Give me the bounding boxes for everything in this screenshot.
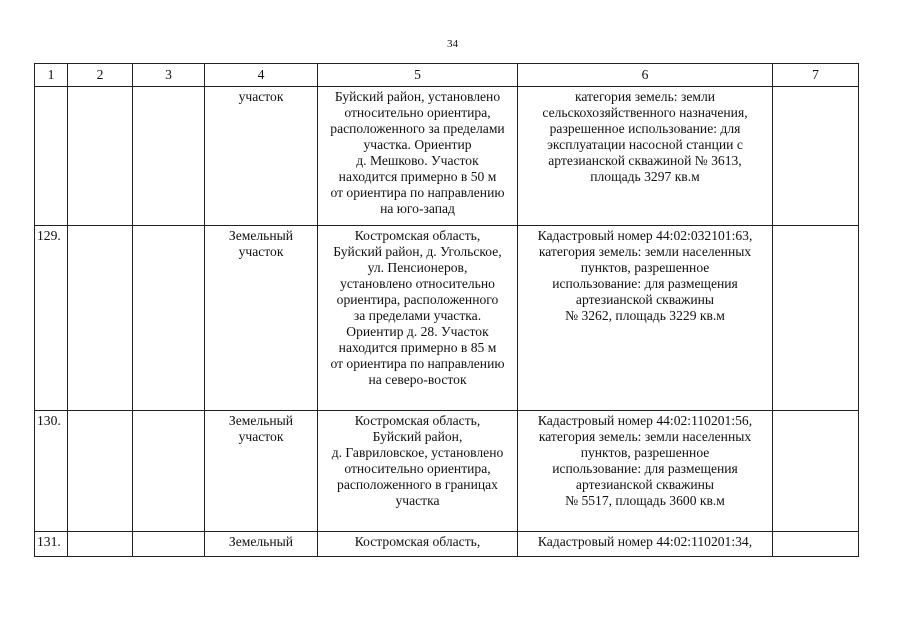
cell-text-line: участок: [238, 244, 284, 259]
column-7-cell: [773, 532, 859, 557]
page-number: 34: [447, 38, 458, 50]
cell-text-line: пунктов, разрешенное: [580, 445, 710, 460]
cell-text-line: ориентира, расположенного: [336, 292, 499, 307]
column-7-cell: [773, 226, 859, 411]
cell-text-line: категория земель: земли населенных: [538, 429, 752, 444]
column-2-cell: [68, 411, 133, 532]
cell-text-line: Ориентир д. 28. Участок: [346, 324, 489, 339]
cell-text-line: Земельный: [228, 534, 294, 549]
column-2-cell: [68, 87, 133, 226]
object-type-cell: [205, 532, 318, 557]
cell-text-line: участка: [395, 493, 440, 508]
column-header-1: 1: [35, 64, 68, 87]
cell-text-line: от ориентира по направлению: [330, 185, 505, 200]
row-number-cell: [35, 87, 68, 226]
table-row: [35, 87, 859, 226]
column-3-cell: [133, 87, 205, 226]
cell-text-line: за пределами участка.: [353, 308, 482, 323]
cell-text-line: № 3262, площадь 3229 кв.м: [565, 308, 725, 323]
cell-text-line: артезианской скважины: [575, 292, 715, 307]
cell-text-line: пунктов, разрешенное: [580, 260, 710, 275]
cell-text-line: артезианской скважиной № 3613,: [548, 153, 742, 168]
cell-text-line: Кадастровый номер 44:02:032101:63,: [537, 228, 753, 243]
cell-text-line: Земельный: [228, 228, 294, 243]
column-3-cell: [133, 411, 205, 532]
location-cell: [318, 87, 518, 226]
cell-text-line: от ориентира по направлению: [330, 356, 505, 371]
characteristics-cell: [518, 411, 773, 532]
cell-text-line: участок: [238, 429, 284, 444]
cell-text-line: относительно ориентира,: [344, 461, 491, 476]
cell-text-line: Костромская область,: [354, 228, 481, 243]
characteristics-cell: [518, 226, 773, 411]
cell-text-line: на северо-восток: [368, 372, 467, 387]
cell-text-line: разрешенное использование: для: [549, 121, 741, 136]
cell-text-line: площадь 3297 кв.м: [590, 169, 700, 184]
cell-text-line: участка. Ориентир: [363, 137, 472, 152]
cell-text-line: Костромская область,: [354, 413, 481, 428]
cell-text-line: на юго-запад: [380, 201, 455, 216]
cell-text-line: использование: для размещения: [552, 461, 738, 476]
table-row: [35, 411, 859, 532]
cell-text-line: Земельный: [228, 413, 294, 428]
cell-text-line: категория земель: земли населенных: [538, 244, 752, 259]
column-2-cell: [68, 226, 133, 411]
cell-text-line: № 5517, площадь 3600 кв.м: [565, 493, 725, 508]
table-row: [35, 226, 859, 411]
cell-text-line: относительно ориентира,: [344, 105, 491, 120]
table-row: [35, 532, 859, 557]
cell-text-line: Буйский район, установлено: [334, 89, 501, 104]
location-cell: [318, 226, 518, 411]
cell-text-line: категория земель: земли: [574, 89, 716, 104]
cell-text-line: Кадастровый номер 44:02:110201:56,: [537, 413, 753, 428]
column-3-cell: [133, 532, 205, 557]
cell-text-line: участок: [238, 89, 284, 104]
cell-text-line: Костромская область,: [354, 534, 481, 549]
column-2-cell: [68, 532, 133, 557]
column-7-cell: [773, 87, 859, 226]
cell-text-line: расположенного в границах: [337, 477, 498, 492]
object-type-cell: [205, 411, 318, 532]
cell-text-line: использование: для размещения: [552, 276, 738, 291]
cell-text-line: Буйский район, д. Угольское,: [333, 244, 502, 259]
cell-text-line: сельскохозяйственного назначения,: [542, 105, 748, 120]
cell-text-line: д. Гавриловское, установлено: [331, 445, 504, 460]
column-header-3: 3: [133, 64, 205, 87]
cell-text-line: находится примерно в 50 м: [338, 169, 497, 184]
characteristics-cell: [518, 532, 773, 557]
column-header-6: 6: [518, 64, 773, 87]
column-number-header-row: [35, 64, 859, 87]
cell-text-line: находится примерно в 85 м: [338, 340, 497, 355]
location-cell: [318, 411, 518, 532]
row-number-cell: 130.: [35, 411, 68, 532]
column-header-5: 5: [318, 64, 518, 87]
cell-text-line: Буйский район,: [372, 429, 463, 444]
cell-text-line: д. Мешково. Участок: [356, 153, 479, 168]
object-type-cell: [205, 226, 318, 411]
column-7-cell: [773, 411, 859, 532]
cell-text-line: ул. Пенсионеров,: [367, 260, 468, 275]
row-number-cell: 129.: [35, 226, 68, 411]
characteristics-cell: [518, 87, 773, 226]
column-3-cell: [133, 226, 205, 411]
cell-text-line: Кадастровый номер 44:02:110201:34,: [537, 534, 753, 549]
cell-text-line: расположенного за пределами: [330, 121, 505, 136]
cell-text-line: артезианской скважины: [575, 477, 715, 492]
column-header-7: 7: [773, 64, 859, 87]
row-number-cell: 131.: [35, 532, 68, 557]
cell-text-line: эксплуатации насосной станции с: [547, 137, 743, 152]
object-type-cell: [205, 87, 318, 226]
land-plot-register-table: [34, 63, 859, 557]
cell-text-line: установлено относительно: [340, 276, 495, 291]
column-header-4: 4: [205, 64, 318, 87]
location-cell: [318, 532, 518, 557]
column-header-2: 2: [68, 64, 133, 87]
